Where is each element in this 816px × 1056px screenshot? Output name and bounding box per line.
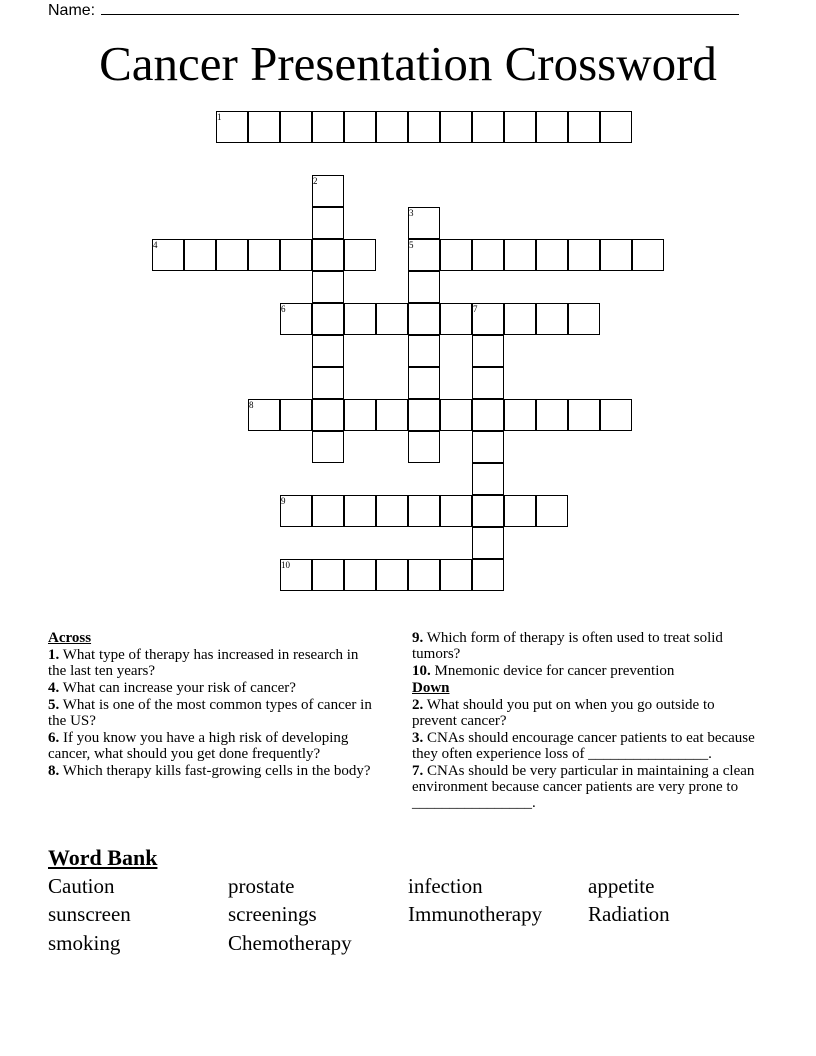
word-bank-item: Radiation: [588, 902, 670, 926]
clues-column-right: [412, 630, 757, 812]
grid-cell[interactable]: [440, 399, 472, 431]
grid-cell[interactable]: [344, 495, 376, 527]
grid-cell[interactable]: [344, 559, 376, 591]
grid-cell[interactable]: [248, 239, 280, 271]
page-title: Cancer Presentation Crossword: [99, 36, 717, 91]
grid-cell[interactable]: [440, 559, 472, 591]
clue-number: 9: [281, 496, 286, 506]
clue-number: 5: [409, 240, 414, 250]
grid-cell[interactable]: [440, 303, 472, 335]
grid-cell[interactable]: [280, 239, 312, 271]
grid-cell[interactable]: [408, 495, 440, 527]
clue-across-8: 8. Which therapy kills fast-growing cells in the body?: [48, 763, 371, 779]
grid-cell[interactable]: [312, 559, 344, 591]
grid-cell[interactable]: [280, 111, 312, 143]
word-bank-item: smoking: [48, 931, 121, 955]
clue-across-9: 9. Which form of therapy is often used to treat solid tumors?: [412, 630, 723, 662]
clue-number: 2: [313, 176, 318, 186]
clue-across-6: 6. If you know you have a high risk of developing cancer, what should you get done frequently?: [48, 730, 349, 762]
grid-cell[interactable]: [376, 559, 408, 591]
clue-down-7: 7. CNAs should be very particular in maintaining a clean environment because cancer patients are very prone to ________________.: [412, 763, 755, 811]
across-heading: Across: [48, 630, 92, 646]
grid-cell[interactable]: [472, 239, 504, 271]
grid-cell[interactable]: [184, 239, 216, 271]
clue-down-3: 3. CNAs should encourage cancer patients to eat because they often experience loss of ________________.: [412, 730, 755, 762]
clue-down-2: 2. What should you put on when you go outside to prevent cancer?: [412, 697, 715, 729]
grid-cell[interactable]: [568, 399, 600, 431]
clue-across-5: 5. What is one of the most common types of cancer in the US?: [48, 697, 372, 729]
grid-cell[interactable]: [568, 303, 600, 335]
clue-number: 7: [473, 304, 478, 314]
grid-cell[interactable]: [312, 495, 344, 527]
grid-cell[interactable]: [504, 495, 536, 527]
grid-cell[interactable]: [600, 399, 632, 431]
grid-cell[interactable]: [312, 207, 344, 239]
grid-cell[interactable]: [472, 335, 504, 367]
clue-number: 6: [281, 304, 286, 314]
clue-number: 10: [281, 560, 290, 570]
word-bank-item: sunscreen: [48, 902, 131, 926]
grid-cell[interactable]: [344, 303, 376, 335]
grid-cell[interactable]: [280, 399, 312, 431]
grid-cell[interactable]: [408, 303, 440, 335]
grid-cell[interactable]: [440, 495, 472, 527]
grid-cell[interactable]: [472, 431, 504, 463]
grid-cell[interactable]: [536, 303, 568, 335]
grid-cell[interactable]: [600, 111, 632, 143]
grid-cell[interactable]: [312, 303, 344, 335]
grid-cell[interactable]: [408, 559, 440, 591]
grid-cell[interactable]: [344, 399, 376, 431]
grid-cell[interactable]: [472, 399, 504, 431]
clue-number: 8: [249, 400, 254, 410]
grid-cell[interactable]: [504, 399, 536, 431]
grid-cell[interactable]: [408, 367, 440, 399]
word-bank-item: screenings: [228, 902, 317, 926]
grid-cell[interactable]: [536, 495, 568, 527]
grid-cell[interactable]: [344, 239, 376, 271]
grid-cell[interactable]: [312, 239, 344, 271]
clue-number: 4: [153, 240, 158, 250]
grid-cell[interactable]: [472, 527, 504, 559]
clue-across-1: 1. What type of therapy has increased in research in the last ten years?: [48, 647, 359, 679]
clue-across-10: 10. Mnemonic device for cancer prevention: [412, 663, 675, 679]
grid-cell[interactable]: [600, 239, 632, 271]
word-bank-item: Caution: [48, 874, 115, 898]
word-bank-item: prostate: [228, 874, 295, 898]
clue-across-4: 4. What can increase your risk of cancer?: [48, 680, 296, 696]
grid-cell[interactable]: [408, 111, 440, 143]
grid-cell[interactable]: [312, 335, 344, 367]
grid-cell[interactable]: [408, 399, 440, 431]
down-heading: Down: [412, 680, 450, 696]
grid-cell[interactable]: [248, 111, 280, 143]
name-label: Name:: [48, 2, 96, 19]
grid-cell[interactable]: [312, 271, 344, 303]
grid-cell[interactable]: [504, 303, 536, 335]
grid-cell[interactable]: [536, 239, 568, 271]
grid-cell[interactable]: [504, 239, 536, 271]
word-bank-item: Chemotherapy: [228, 931, 352, 955]
clue-number: 3: [409, 208, 414, 218]
grid-cell[interactable]: [632, 239, 664, 271]
clues-column-left: [48, 630, 378, 780]
grid-cell[interactable]: [472, 367, 504, 399]
grid-cell[interactable]: [408, 431, 440, 463]
grid-cell[interactable]: [312, 431, 344, 463]
grid-cell[interactable]: [312, 367, 344, 399]
grid-cell[interactable]: [440, 111, 472, 143]
grid-cell[interactable]: [344, 111, 376, 143]
clue-number: 1: [217, 112, 222, 122]
grid-cell[interactable]: [472, 559, 504, 591]
grid-cell[interactable]: [216, 239, 248, 271]
grid-cell[interactable]: [568, 111, 600, 143]
grid-cell[interactable]: [376, 303, 408, 335]
grid-cell[interactable]: [568, 239, 600, 271]
word-bank-item: Immunotherapy: [408, 902, 543, 926]
grid-cell[interactable]: [472, 495, 504, 527]
grid-cell[interactable]: [440, 239, 472, 271]
word-bank-item: appetite: [588, 874, 655, 898]
word-bank-title: Word Bank: [48, 845, 158, 870]
word-bank-item: infection: [408, 874, 483, 898]
grid-cell[interactable]: [376, 111, 408, 143]
grid-cell[interactable]: [536, 111, 568, 143]
grid-cell[interactable]: [536, 399, 568, 431]
grid-cell[interactable]: [376, 495, 408, 527]
grid-cell[interactable]: [312, 399, 344, 431]
grid-cell[interactable]: [376, 399, 408, 431]
grid-cell[interactable]: [472, 463, 504, 495]
grid-cell[interactable]: [408, 271, 440, 303]
grid-cell[interactable]: [408, 335, 440, 367]
grid-cell[interactable]: [504, 111, 536, 143]
grid-cell[interactable]: [312, 111, 344, 143]
grid-cell[interactable]: [472, 111, 504, 143]
